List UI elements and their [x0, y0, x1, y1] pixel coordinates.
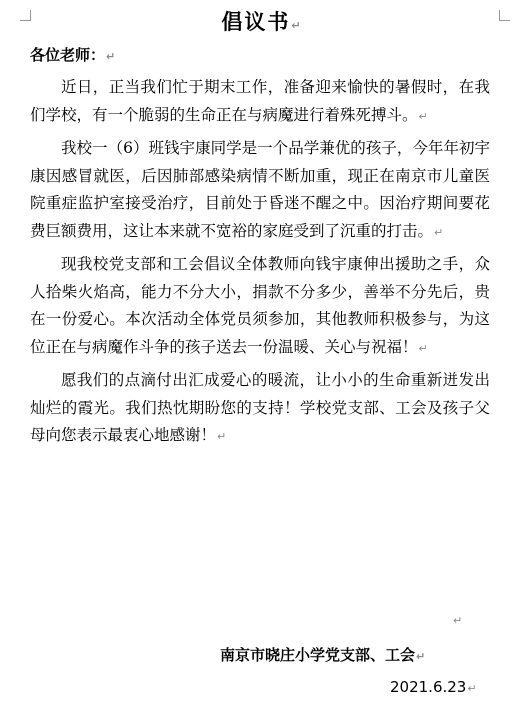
paragraph-1-text: 近日，正当我们忙于期末工作，准备迎来愉快的暑假时，在我们学校，有一个脆弱的生命正在与病魔进行着殊死搏斗。 [30, 78, 490, 124]
paragraph-2-text: 我校一（6）班钱宇康同学是一个品学兼优的孩子，今年年初宇康因感冒就医，后因肺部感染病情不断加重，现正在南京市儿童医院重症监护室接受治疗，目前处于昏迷不醒之中。因治疗期间要花费巨额费用，这让本来就不宽裕的家庭受到了沉重的打击。 [30, 139, 490, 240]
paragraph-3-text: 现我校党支部和工会倡议全体教师向钱宇康伸出援助之手，众人拾柴火焰高，能力不分大小，捐款不分多少，善举不分先后，贵在一份爱心。本次活动全体党员须参加，其他教师积极参与，为这位正在与病魔作斗争的孩子送去一份温暖、关心与祝福！ [30, 255, 490, 356]
paragraph-mark-icon: ↵ [418, 341, 428, 355]
paragraph-mark-icon: ↵ [416, 650, 426, 663]
paragraph-4 [30, 367, 490, 451]
paragraph-mark-icon: ↵ [418, 109, 428, 123]
paragraph-3 [30, 251, 490, 362]
signature [220, 644, 425, 665]
paragraph-4-text: 愿我们的点滴付出汇成爱心的暖流，让小小的生命重新迸发出灿烂的霞光。我们热忱期盼您的支持！学校党支部、工会及孩子父母向您表示最衷心地感谢！ [30, 371, 490, 444]
salutation-text: 各位老师： [30, 46, 106, 64]
date-text: 2021.6.23 [390, 678, 467, 696]
paragraph-mark-icon: ↵ [467, 682, 477, 695]
paragraph-mark-icon: ↵ [217, 430, 227, 443]
document-title [0, 6, 524, 36]
paragraph-mark-icon: ↵ [434, 225, 444, 239]
document-date [390, 678, 477, 696]
document-title-text: 倡议书 [221, 9, 291, 34]
paragraph-2 [30, 135, 490, 246]
paragraph-mark-icon: ↵ [453, 614, 463, 627]
signature-text: 南京市晓庄小学党支部、工会 [220, 646, 416, 664]
paragraph-mark-icon: ↵ [106, 50, 116, 63]
salutation [30, 44, 115, 65]
paragraph-mark-icon: ↵ [291, 19, 303, 32]
paragraph-1 [30, 74, 490, 130]
document-body [30, 74, 490, 456]
